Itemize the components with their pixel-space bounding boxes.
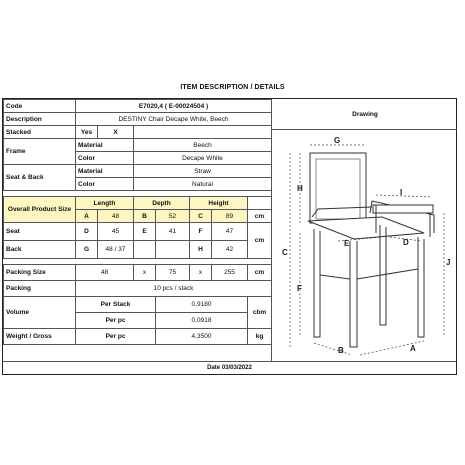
packing-size-x1: x [134,265,156,281]
spec-sheet [2,98,457,375]
code-value: E7020,4 ( E-00024504 ) [76,100,272,113]
volume-unit: cbm [248,297,272,329]
dim-h-value: 42 [212,241,248,259]
dim-e-label: E [134,223,156,241]
packing-size-x2: x [190,265,212,281]
packing-value: 10 pcs / stack [76,281,272,297]
row-packing [4,281,272,297]
description-label: Description [4,113,76,126]
packing-size-l: 48 [76,265,134,281]
row-stacked [4,126,272,139]
frame-label: Frame [4,139,76,165]
frame-color-value: Decape White [134,152,272,165]
dim-e-value: 41 [156,223,190,241]
dim-d-value: 45 [98,223,134,241]
spec-table [3,99,272,345]
dim-d-label: D [76,223,98,241]
drawing-label-d: D [403,238,409,247]
frame-material-label: Material [76,139,134,152]
dim-c-label: C [190,210,212,223]
row-weight [4,329,272,345]
length-label: Length [76,197,134,210]
chair-drawing [272,129,457,361]
volume-per-pc-label: Per pc [76,313,156,329]
packing-label: Packing [4,281,76,297]
drawing-label-c: C [282,248,288,257]
dim-g-value: 48 / 37 [98,241,134,259]
dim-h-label: H [190,241,212,259]
volume-per-pc-value: 0,0918 [156,313,248,329]
spec-table-area [3,99,271,361]
dim-a-value: 48 [98,210,134,223]
drawing-label-a: A [410,344,416,353]
dim-a-label: A [76,210,98,223]
chair-outline [308,153,434,347]
dims-unit: cm [248,223,272,259]
seat-material-value: Straw [134,165,272,178]
drawing-label-f: F [297,284,302,293]
frame-color-label: Color [76,152,134,165]
row-description [4,113,272,126]
overall-unit: cm [248,210,272,223]
seat-material-label: Material [76,165,134,178]
drawing-panel [271,99,457,361]
volume-per-stack-label: Per Stack [76,297,156,313]
weight-per-pc-label: Per pc [76,329,156,345]
row-packing-size [4,265,272,281]
back-label: Back [4,241,76,259]
code-label: Code [4,100,76,113]
seat-color-label: Color [76,178,134,191]
seat-back-label: Seat & Back [4,165,76,191]
volume-per-stack-value: 0,9180 [156,297,248,313]
packing-size-w: 75 [156,265,190,281]
stacked-empty [134,126,272,139]
stacked-label: Stacked [4,126,76,139]
weight-unit: kg [248,329,272,345]
stacked-yes: Yes [76,126,98,139]
depth-label: Depth [134,197,190,210]
drawing-label-g: G [334,136,341,145]
height-label: Height [190,197,248,210]
dim-f-label: F [190,223,212,241]
drawing-label-h: H [297,184,303,193]
seat-color-value: Natural [134,178,272,191]
row-code [4,100,272,113]
packing-size-h: 255 [212,265,248,281]
drawing-label-i: I [400,188,403,197]
weight-label: Weight / Gross [4,329,76,345]
row-back [4,241,272,259]
weight-value: 4,3500 [156,329,248,345]
drawing-label-j: J [446,258,451,267]
description-value: DESTINY Chair Decape White, Beech [76,113,272,126]
drawing-label-b: B [338,346,344,355]
frame-material-value: Beech [134,139,272,152]
overall-label: Overall Product Size [4,197,76,223]
row-frame-material [4,139,272,152]
dim-b-label: B [134,210,156,223]
row-seat-material [4,165,272,178]
dim-f-value: 47 [212,223,248,241]
drawing-label-e: E [344,239,350,248]
dim-b-value: 52 [156,210,190,223]
stacked-mark: X [98,126,134,139]
packing-size-label: Packing Size [4,265,76,281]
row-volume-stack [4,297,272,313]
row-seat [4,223,272,241]
dim-g-label: G [76,241,98,259]
row-overall-head [4,197,272,210]
sheet-title: ITEM DESCRIPTION / DETAILS [180,84,285,91]
dim-c-value: 89 [212,210,248,223]
drawing-title: Drawing [352,111,378,118]
date-footer: Date 03/03/2022 [3,361,456,375]
seat-label: Seat [4,223,76,241]
packing-size-unit: cm [248,265,272,281]
volume-label: Volume [4,297,76,329]
